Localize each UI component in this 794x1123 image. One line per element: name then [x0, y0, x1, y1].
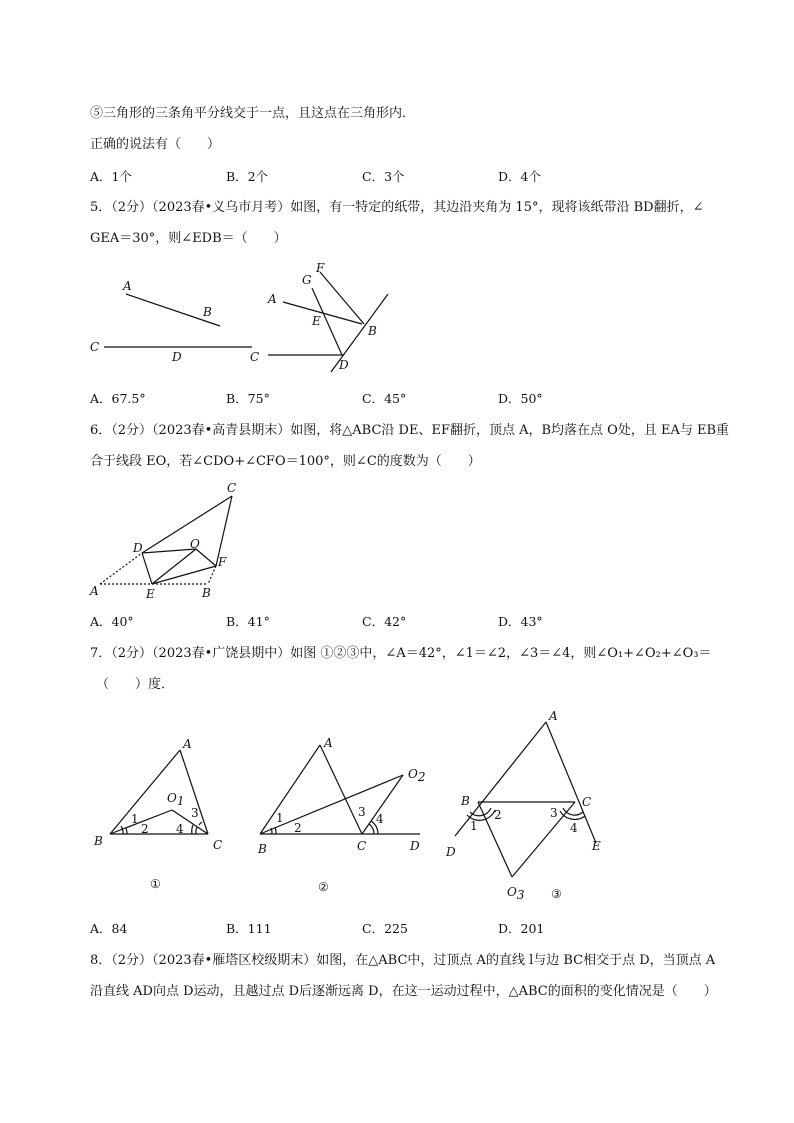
q5-option-b: B．75° [226, 391, 270, 406]
q5-text-line-2: GEA＝30°，则∠EDB＝（ ） [90, 231, 287, 246]
q5-label-b2: B [368, 324, 377, 338]
q7-option-a: A．84 [90, 921, 128, 936]
q5-label-b1: B [203, 305, 212, 319]
q7-fig3-label-o [507, 885, 525, 902]
q6-text-line-2: 合于线段 EO，若∠CDO+∠CFO＝100°，则∠C的度数为（ ） [90, 454, 481, 469]
q7-option-b: B．111 [226, 921, 272, 936]
q6-text-line-1: 6．（2分）（2023春•高青县期末）如图，将△ABC沿 DE、EF翻折，顶点 A，B均落在点 O处，且 EA与 EB重 [90, 423, 730, 438]
q7-fig2-label-o [408, 767, 425, 784]
q7-fig2-label-d: D [410, 839, 420, 853]
q7-fig1-caption: ① [150, 877, 161, 891]
q7-fig1-label-a: A [183, 737, 192, 751]
q7-fig2-caption: ② [318, 880, 329, 894]
q4-option-c: C．3个 [362, 169, 405, 184]
q7-fig1-label-b: B [94, 834, 103, 848]
q5-label-a1: A [123, 279, 132, 293]
q7-fig2-label-b: B [258, 842, 267, 856]
q7-text-line-2: （ ）度． [96, 677, 175, 692]
q7-fig1-angle-3: 3 [191, 806, 199, 820]
q5-option-c: C．45° [362, 391, 407, 406]
q5-option-a: A．67.5° [90, 391, 146, 406]
q6-label-o: O [190, 537, 200, 551]
q7-text-line-1: 7．（2分）（2023春•广饶县期中）如图 ①②③中，∠A＝42°，∠1＝∠2，∠3＝∠4，则∠O₁+∠O₂+∠O₃＝ [90, 646, 712, 661]
q7-fig3-label-o-sub: 3 [516, 888, 525, 902]
q5-label-c2: C [250, 350, 260, 364]
q5-label-c1: C [90, 340, 100, 354]
q6-option-a: A．40° [90, 614, 134, 629]
q4-option-d: D．4个 [498, 169, 541, 184]
q5-label-f: F [316, 261, 325, 275]
q7-fig2-angle-3: 3 [358, 805, 366, 819]
q6-option-c: C．42° [362, 614, 407, 629]
q7-fig3-angle-4: 4 [570, 821, 578, 835]
q7-fig3-label-b: B [461, 794, 470, 808]
q5-option-d: D．50° [498, 391, 543, 406]
q5-label-a2: A [268, 292, 277, 306]
q6-option-d: D．43° [498, 614, 543, 629]
q7-fig1-label-c: C [213, 838, 223, 852]
q6-label-c: C [227, 481, 237, 495]
q7-fig3-angle-3: 3 [550, 806, 558, 820]
q7-fig3-angle-1: 1 [470, 819, 478, 833]
q7-fig2-angle-4: 4 [376, 812, 384, 826]
q7-fig2-label-c: C [357, 839, 367, 853]
q7-fig3-label-e: E [592, 839, 601, 853]
q7-fig1-label-o [167, 791, 184, 808]
q7-fig3-caption: ③ [551, 887, 562, 901]
q7-fig1-angle-4: 4 [176, 822, 184, 836]
q4-option-a: A．1个 [90, 169, 132, 184]
q6-label-a: A [90, 584, 99, 598]
q4-statement-5: ⑤三角形的三条角平分线交于一点，且这点在三角形内． [90, 106, 416, 121]
q6-label-b: B [202, 586, 211, 600]
q7-fig2-angle-1: 1 [276, 811, 284, 825]
q7-fig3-label-c: C [582, 795, 592, 809]
q4-prompt: 正确的说法有（ ） [90, 137, 221, 152]
q4-option-b: B．2个 [226, 169, 269, 184]
q5-label-g: G [302, 273, 312, 287]
q5-label-d2: D [339, 358, 349, 372]
q7-fig2-label-o-main: O [408, 767, 418, 781]
q7-fig2-angle-2: 2 [294, 821, 302, 835]
q6-label-d: D [133, 541, 143, 555]
q7-fig3-label-a: A [549, 709, 558, 723]
q6-label-e: E [146, 587, 155, 601]
q7-fig3-angle-2: 2 [494, 808, 502, 822]
q6-option-b: B．41° [226, 614, 270, 629]
q7-fig1-angle-2: 2 [141, 822, 149, 836]
q7-option-d: D．201 [498, 921, 545, 936]
q5-label-e: E [312, 314, 321, 328]
q7-fig1-angle-1: 1 [131, 812, 139, 826]
q8-text-line-2: 沿直线 AD向点 D运动，且越过点 D后逐渐远离 D，在这一运动过程中，△ABC的面积的变化情况是（ ） [90, 984, 717, 999]
q7-fig1-label-o-main: O [167, 791, 177, 805]
q5-label-d1: D [172, 350, 182, 364]
q7-fig2-label-a: A [324, 736, 333, 750]
q7-fig3-label-o-main: O [507, 885, 517, 899]
q6-label-f: F [218, 555, 227, 569]
q8-text-line-1: 8．（2分）（2023春•雁塔区校级期末）如图，在△ABC中，过顶点 A的直线 l与边 BC相交于点 D，当顶点 A [90, 953, 716, 968]
q7-fig1-label-o-sub: 1 [176, 794, 185, 808]
q7-option-c: C．225 [362, 921, 408, 936]
q7-fig3-label-d: D [446, 845, 456, 859]
q7-fig2-label-o-sub: 2 [417, 770, 426, 784]
q5-text-line-1: 5．（2分）（2023春•义乌市月考）如图，有一特定的纸带，其边沿夹角为 15°，现将该纸带沿 BD翻折，∠ [90, 200, 704, 215]
